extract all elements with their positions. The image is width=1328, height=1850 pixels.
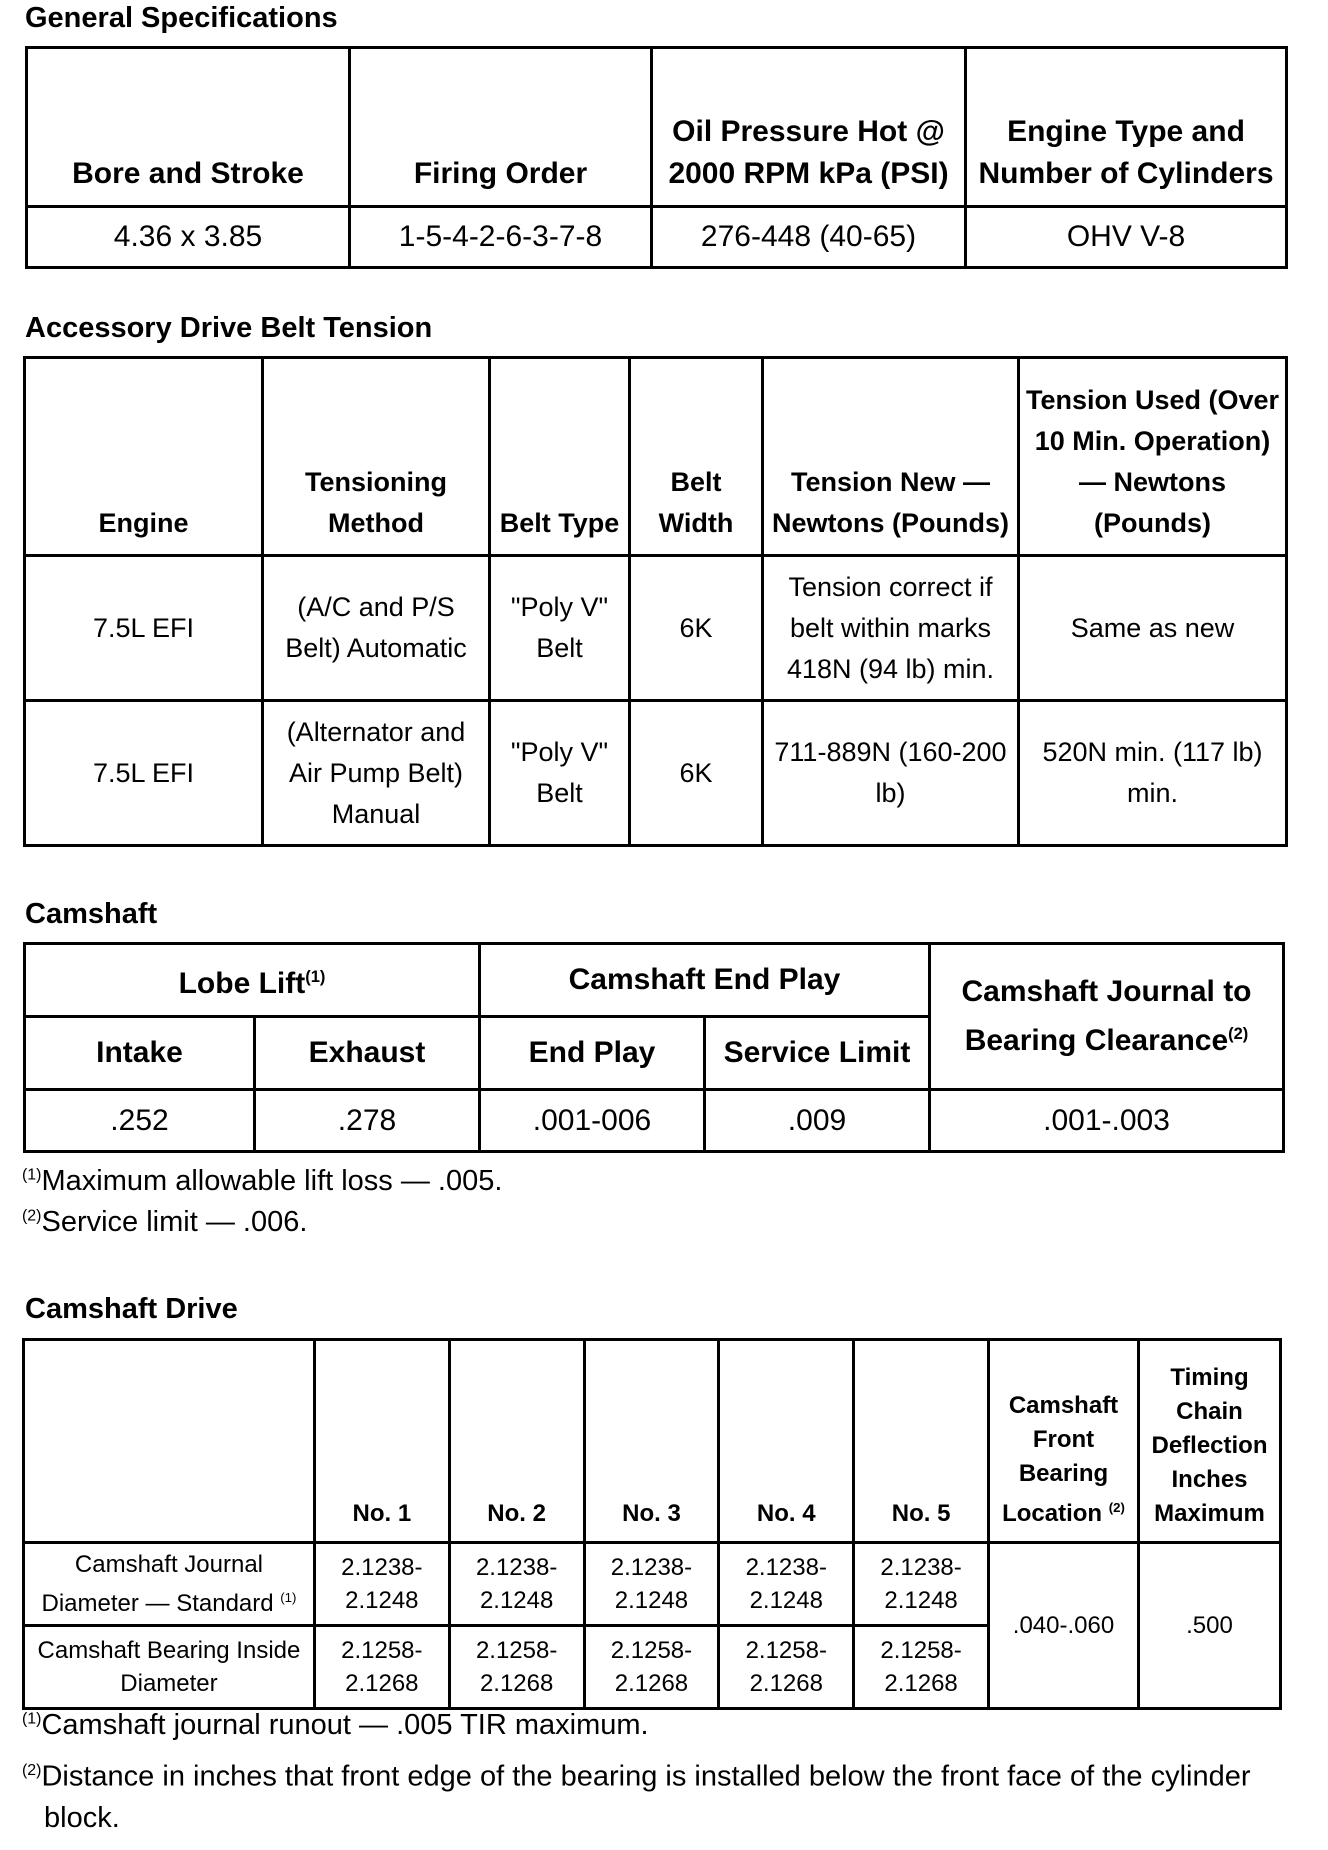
header-lobe-lift: Lobe Lift$^{(1)}$ bbox=[25, 944, 480, 1017]
table-row bbox=[25, 701, 1287, 846]
cell: 6K bbox=[630, 701, 763, 846]
belt-tension-table bbox=[23, 356, 1288, 847]
table-row bbox=[25, 1090, 1284, 1152]
cell: Same as new bbox=[1019, 556, 1287, 701]
camshaft-title: Camshaft bbox=[25, 898, 158, 930]
cell: (A/C and P/S Belt) Automatic bbox=[263, 556, 490, 701]
row-label-journal-diameter: Camshaft Journal Diameter — Standard $^{(1)}$ bbox=[24, 1543, 315, 1626]
value-timing-chain-deflection: .500 bbox=[1139, 1543, 1281, 1709]
header-belt-width: Belt Width bbox=[630, 358, 763, 556]
drive-footnote-1: $^{(1)}$Camshaft journal runout — .005 TIR maximum. bbox=[22, 1709, 649, 1741]
header-end-play: End Play bbox=[480, 1017, 705, 1090]
value-engine-type: OHV V-8 bbox=[966, 207, 1287, 268]
cell: 7.5L EFI bbox=[25, 701, 263, 846]
cell: (Alternator and Air Pump Belt) Manual bbox=[263, 701, 490, 846]
value-journal-clearance: .001-.003 bbox=[930, 1090, 1284, 1152]
value-front-bearing-location: .040-.060 bbox=[988, 1543, 1138, 1709]
cell: 2.1238-2.1248 bbox=[854, 1543, 989, 1626]
header-camshaft-end-play: Camshaft End Play bbox=[480, 944, 930, 1017]
header-timing-chain-deflection: Timing Chain Deflection Inches Maximum bbox=[1139, 1340, 1281, 1543]
cell: 2.1258-2.1268 bbox=[719, 1626, 854, 1709]
camshaft-footnote-1: $^{(1)}$Maximum allowable lift loss — .005. bbox=[22, 1165, 503, 1197]
general-specifications-table bbox=[25, 46, 1288, 269]
header-blank bbox=[24, 1340, 315, 1543]
table-row bbox=[24, 1543, 1281, 1626]
general-specifications-title: General Specifications bbox=[25, 2, 338, 34]
header-no-2: No. 2 bbox=[449, 1340, 584, 1543]
value-oil-pressure: 276-448 (40-65) bbox=[652, 207, 966, 268]
cell: "Poly V" Belt bbox=[490, 701, 630, 846]
header-firing-order: Firing Order bbox=[350, 48, 652, 207]
header-engine-type: Engine Type and Number of Cylinders bbox=[966, 48, 1287, 207]
cell: 711-889N (160-200 lb) bbox=[763, 701, 1019, 846]
header-bore-stroke: Bore and Stroke bbox=[27, 48, 350, 207]
value-end-play: .001-006 bbox=[480, 1090, 705, 1152]
cell: "Poly V" Belt bbox=[490, 556, 630, 701]
header-exhaust: Exhaust bbox=[255, 1017, 480, 1090]
cell: 2.1238-2.1248 bbox=[719, 1543, 854, 1626]
header-front-bearing-location: Camshaft Front Bearing Location $^{(2)}$ bbox=[988, 1340, 1138, 1543]
value-service-limit: .009 bbox=[705, 1090, 930, 1152]
cell: 7.5L EFI bbox=[25, 556, 263, 701]
header-service-limit: Service Limit bbox=[705, 1017, 930, 1090]
cell: 2.1238-2.1248 bbox=[449, 1543, 584, 1626]
value-firing-order: 1-5-4-2-6-3-7-8 bbox=[350, 207, 652, 268]
camshaft-drive-table bbox=[22, 1338, 1282, 1710]
header-no-4: No. 4 bbox=[719, 1340, 854, 1543]
cell: 2.1258-2.1268 bbox=[584, 1626, 719, 1709]
table-row bbox=[25, 556, 1287, 701]
header-tensioning-method: Tensioning Method bbox=[263, 358, 490, 556]
header-journal-clearance: Camshaft Journal to Bearing Clearance$^{(2)}$ bbox=[930, 944, 1284, 1090]
value-intake: .252 bbox=[25, 1090, 255, 1152]
cell: Tension correct if belt within marks 418N (94 lb) min. bbox=[763, 556, 1019, 701]
cell: 2.1238-2.1248 bbox=[314, 1543, 449, 1626]
belt-tension-title: Accessory Drive Belt Tension bbox=[25, 312, 433, 344]
row-label-bearing-inside-diameter: Camshaft Bearing Inside Diameter bbox=[24, 1626, 315, 1709]
header-belt-type: Belt Type bbox=[490, 358, 630, 556]
cell: 520N min. (117 lb) min. bbox=[1019, 701, 1287, 846]
header-no-5: No. 5 bbox=[854, 1340, 989, 1543]
value-bore-stroke: 4.36 x 3.85 bbox=[27, 207, 350, 268]
header-tension-new: Tension New — Newtons (Pounds) bbox=[763, 358, 1019, 556]
cell: 2.1258-2.1268 bbox=[449, 1626, 584, 1709]
header-no-1: No. 1 bbox=[314, 1340, 449, 1543]
cell: 2.1258-2.1268 bbox=[854, 1626, 989, 1709]
header-intake: Intake bbox=[25, 1017, 255, 1090]
cell: 2.1238-2.1248 bbox=[584, 1543, 719, 1626]
camshaft-table bbox=[23, 942, 1285, 1153]
header-oil-pressure: Oil Pressure Hot @ 2000 RPM kPa (PSI) bbox=[652, 48, 966, 207]
value-exhaust: .278 bbox=[255, 1090, 480, 1152]
cell: 2.1258-2.1268 bbox=[314, 1626, 449, 1709]
header-tension-used: Tension Used (Over 10 Min. Operation) — Newtons (Pounds) bbox=[1019, 358, 1287, 556]
cell: 6K bbox=[630, 556, 763, 701]
drive-footnote-2: $^{(2)}$Distance in inches that front edge of the bearing is installed below the front face of the cylinder block. bbox=[22, 1760, 1251, 1834]
camshaft-drive-title: Camshaft Drive bbox=[25, 1293, 238, 1325]
header-engine: Engine bbox=[25, 358, 263, 556]
camshaft-footnote-2: $^{(2)}$Service limit — .006. bbox=[22, 1206, 308, 1238]
header-no-3: No. 3 bbox=[584, 1340, 719, 1543]
